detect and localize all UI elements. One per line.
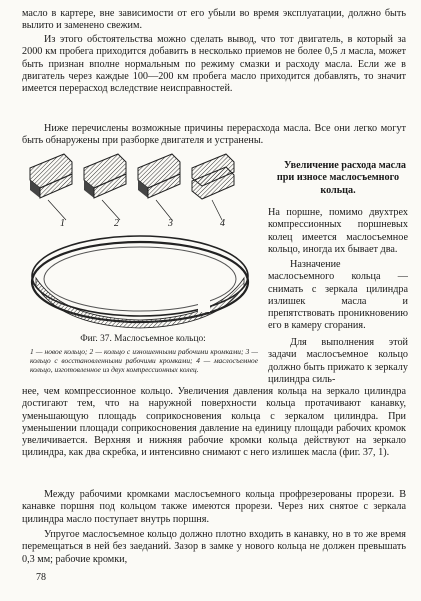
figure-caption: Фиг. 37. Маслосъемное кольцо: <box>80 334 206 344</box>
side-paragraph-1: На поршне, помимо двухтрех компрессионных поршневых колец имеется маслосъемное кольцо, иногда их бывает два. <box>268 207 408 255</box>
side-paragraph-2: Назначение маслосъемного кольца — снимать с зеркала цилиндра излишек масла и препятствовать проникновению его в камеру сгорания. <box>268 259 408 332</box>
ring-section-1 <box>30 154 72 198</box>
ring-section-2 <box>84 154 126 198</box>
ring-section-4 <box>192 154 234 199</box>
paragraph-6: Упругое маслосъемное кольцо должно плотно входить в канавку, но в то же время перемещаться в ней без заеданий. Зазор в замке у нового кольца не должен превышать 0,3 мм; рабочие кромки, <box>22 529 406 565</box>
piston-ring <box>32 236 248 328</box>
paragraph-3: Ниже перечислены возможные причины перерасхода масла. Все они легко могут быть обнаружены при разборке двигателя и устранены. <box>22 123 406 147</box>
paragraph-2: Из этого обстоятельства можно сделать вывод, что тот двигатель, в который за 2000 км пробега приходится добавить в несколько приемов не более 0,5 л масла, может быть признан вполне нормальным по режиму смазки и расходу масла. Если же в двигатель через каждые 100—200 км пробега масло приходится добавлять, то значит имеется перерасход вследствие неисправностей. <box>22 34 406 95</box>
page-number: 78 <box>36 572 46 583</box>
ring-illustration <box>22 148 264 332</box>
figure-label-4: 4 <box>220 218 225 229</box>
figure-label-3: 3 <box>168 218 173 229</box>
figure-label-1: 1 <box>60 218 65 229</box>
ring-section-3 <box>138 154 180 198</box>
side-paragraph-3: Для выполнения этой задачи маслосъемное кольцо должно быть прижато к зеркалу цилиндра силь- <box>268 337 408 385</box>
paragraph-1: масло в картере, вне зависимости от его убыли во время эксплуатации, должно быть вылито и заменено свежим. <box>22 8 406 32</box>
paragraph-5: Между рабочими кромками маслосъемного кольца профрезерованы прорези. В канавке поршня под кольцом также имеются прорези. Через них снятое с зеркала цилиндра масло поступает внутрь поршня. <box>22 489 406 525</box>
figure-label-2: 2 <box>114 218 119 229</box>
figure-legend: 1 — новое кольцо; 2 — кольцо с изношенными рабочими кромками; 3 — кольцо с восстановленными рабочими кромками; 4 — маслосъемное кольцо, изготовленное из двух компрессионных колец. <box>30 347 258 374</box>
section-heading: Увеличение расхода масла при износе маслосъемного кольца. <box>276 160 407 196</box>
paragraph-4: нее, чем компрессионное кольцо. Увеличения давления кольца на зеркало цилиндра достигают тем, что на наружной поверхности кольца протачивают канавку, уменьшающую площадь соприкосновения кольца с зеркалом цилиндра. При уменьшении площади соприкосновения давление на единицу площади рабочих кромок увеличивается. Верхняя и нижняя рабочие кромки кольца действуют на зеркало цилиндра, как два скребка, и интенсивно снимают с него излишек масла (фиг. 37, 1). <box>22 386 406 459</box>
